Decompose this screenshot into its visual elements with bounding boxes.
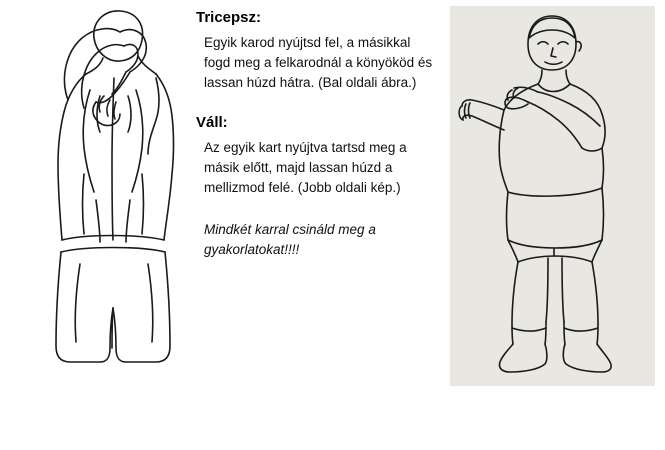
shoulder-stretch-svg — [450, 6, 655, 386]
instructions-note: Mindkét karral csináld meg a gyakorlatokat!!!! — [204, 222, 376, 257]
instructions-text-column — [196, 8, 436, 328]
section-body-shoulder: Az egyik kart nyújtva tartsd meg a másik előtt, majd lassan húzd a mellizmod felé. (Jobb oldali kép.) — [204, 140, 407, 195]
triceps-stretch-svg — [8, 4, 198, 394]
section-heading-triceps: Tricepsz: — [196, 9, 262, 26]
shoulder-stretch-photo-drawing — [450, 6, 655, 386]
triceps-stretch-line-drawing — [8, 4, 198, 394]
section-body-triceps: Egyik karod nyújtsd fel, a másikkal fogd meg a felkarodnál a könyököd és lassan húzd hátra. (Bal oldali ábra.) — [204, 35, 433, 90]
section-heading-shoulder: Váll: — [196, 114, 228, 131]
